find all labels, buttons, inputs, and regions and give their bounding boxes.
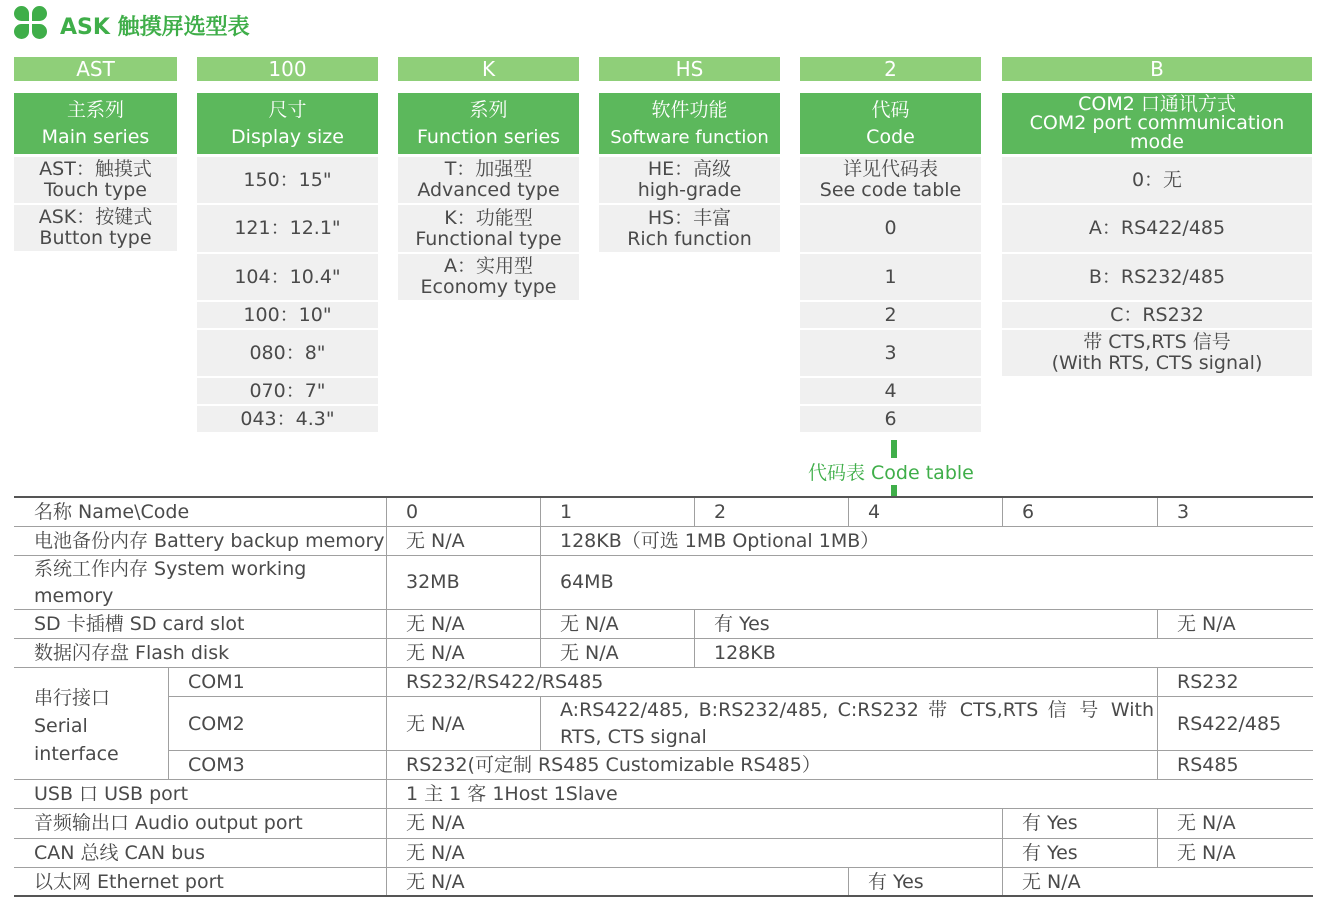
table-top-border (14, 496, 1313, 498)
col-divider (1157, 808, 1158, 867)
col-divider (168, 667, 169, 779)
col-divider (848, 498, 849, 526)
row-sdcard-3: 无 N/A (1177, 613, 1236, 635)
header-en: COM2 port communication (1029, 112, 1285, 134)
header-en: Display size (231, 125, 344, 148)
size-080: 080：8" (197, 330, 378, 376)
code-0: 0 (800, 205, 981, 252)
row-com2-label: COM2 (188, 713, 245, 735)
row-ethernet-4: 有 Yes (868, 871, 924, 893)
size-043: 043：4.3" (197, 406, 378, 432)
row-sysmem-label: 系统工作内存 System working memory (34, 558, 307, 607)
option-cn: HE：高级 (647, 158, 732, 180)
row-flash-label: 数据闪存盘 Flash disk (34, 642, 230, 664)
table-header-code-4: 4 (868, 501, 881, 523)
row-sdcard-0: 无 N/A (406, 613, 465, 635)
table-header-code-6: 6 (1022, 501, 1035, 523)
row-com2-main: A:RS422/485, B:RS232/485, C:RS232 带 CTS,RTS 信 号 With RTS, CTS signal (560, 699, 1154, 748)
option-cn: ASK：按键式 (38, 206, 153, 228)
page-title: ASK 触摸屏选型表 (60, 15, 250, 40)
option-cn: 带 CTS,RTS 信号 (1083, 331, 1231, 353)
size-100: 100：10" (197, 302, 378, 328)
row-ethernet-6-3: 无 N/A (1022, 871, 1081, 893)
option-en: high-grade (637, 179, 742, 201)
software-he (599, 157, 780, 203)
row-sdcard-label: SD 卡插槽 SD card slot (34, 613, 245, 635)
code-bar-function: K (398, 57, 579, 81)
function-t (398, 157, 579, 203)
col-divider (1157, 667, 1158, 779)
option-en: Functional type (415, 227, 562, 250)
row-sysmem-rest: 64MB (560, 571, 614, 593)
code-2: 2 (800, 302, 981, 328)
size-070: 070：7" (197, 378, 378, 404)
row-com3-main: RS232(可定制 RS485 Customizable RS485） (406, 754, 821, 776)
row-audio-6: 有 Yes (1022, 812, 1078, 834)
com2-0: 0：无 (1002, 157, 1312, 203)
code-bar-software: HS (599, 57, 780, 81)
col-divider (1002, 498, 1003, 526)
row-com2-0: 无 N/A (406, 713, 465, 735)
header-en: Main series (41, 125, 150, 148)
row-audio-0-4: 无 N/A (406, 812, 465, 834)
col-divider (694, 609, 695, 667)
code-4: 4 (800, 378, 981, 404)
table-bottom-border (14, 895, 1313, 897)
row-can-label: CAN 总线 CAN bus (34, 842, 206, 864)
header-en-2: mode (1130, 131, 1184, 153)
table-header-code-0: 0 (406, 501, 419, 523)
row-battery-0: 无 N/A (406, 530, 465, 552)
row-can-3: 无 N/A (1177, 842, 1236, 864)
header-en: Software function (610, 126, 769, 148)
com2-a: A：RS422/485 (1002, 205, 1312, 252)
code-3: 3 (800, 330, 981, 376)
header-function-series (398, 93, 579, 154)
row-audio-3: 无 N/A (1177, 812, 1236, 834)
header-cn: 尺寸 (268, 98, 307, 121)
row-battery-rest: 128KB（可选 1MB Optional 1MB） (560, 530, 880, 552)
table-header-name: 名称 Name\Code (34, 501, 190, 523)
code-1: 1 (800, 254, 981, 300)
row-com3-3: RS485 (1177, 754, 1239, 776)
code-see-table (800, 157, 981, 203)
table-header-code-2: 2 (714, 501, 727, 523)
code-bar-series: AST (14, 57, 177, 81)
col-divider (694, 498, 695, 526)
row-flash-0: 无 N/A (406, 642, 465, 664)
col-divider (540, 498, 541, 609)
row-divider (14, 667, 1313, 668)
header-com2-mode (1002, 93, 1312, 154)
option-en: Rich function (627, 227, 752, 250)
header-en: Function series (416, 125, 561, 148)
option-en: (With RTS, CTS signal) (1051, 352, 1263, 374)
option-cn: 详见代码表 (842, 158, 938, 180)
header-cn: 代码 (871, 98, 910, 121)
header-code (800, 93, 981, 154)
row-com1-3: RS232 (1177, 671, 1239, 693)
table-header-code-3: 3 (1177, 501, 1190, 523)
code-bar-code: 2 (800, 57, 981, 81)
table-header-code-1: 1 (560, 501, 573, 523)
option-en: Advanced type (417, 179, 560, 201)
col-divider (386, 498, 387, 895)
option-cn: AST：触摸式 (39, 158, 152, 180)
row-com1-main: RS232/RS422/RS485 (406, 671, 604, 693)
option-en: Button type (39, 227, 152, 249)
option-en: Touch type (43, 179, 147, 201)
clover-logo-icon (14, 6, 48, 40)
col-divider (540, 609, 541, 667)
col-divider (1002, 808, 1003, 895)
row-battery-label: 电池备份内存 Battery backup memory (34, 530, 385, 552)
row-ethernet-label: 以太网 Ethernet port (34, 871, 224, 893)
row-audio-label: 音频输出口 Audio output port (34, 812, 303, 834)
row-divider (14, 808, 1313, 809)
size-150: 150：15" (197, 157, 378, 203)
row-divider (14, 867, 1313, 868)
row-can-0-4: 无 N/A (406, 842, 465, 864)
header-cn: COM2 口通讯方式 (1078, 93, 1236, 115)
row-flash-rest: 128KB (714, 642, 776, 664)
col-divider (1157, 609, 1158, 638)
row-divider (14, 779, 1313, 780)
function-a (398, 254, 579, 300)
row-com3-label: COM3 (188, 754, 245, 776)
col-divider (1157, 498, 1158, 526)
com2-cts-rts (1002, 330, 1312, 376)
code-bar-size: 100 (197, 57, 378, 81)
code-table-label: 代码表 Code table (808, 458, 974, 485)
option-ask (14, 205, 177, 251)
row-usb-value: 1 主 1 客 1Host 1Slave (406, 783, 618, 805)
row-com2-3: RS422/485 (1177, 713, 1282, 735)
row-can-6: 有 Yes (1022, 842, 1078, 864)
size-121: 121：12.1" (197, 205, 378, 252)
row-com1-label: COM1 (188, 671, 245, 693)
function-k (398, 205, 579, 252)
row-sysmem-0: 32MB (406, 571, 460, 593)
header-display-size (197, 93, 378, 154)
option-cn: K：功能型 (444, 206, 533, 229)
code-bar-com2: B (1002, 57, 1312, 81)
header-cn: 主系列 (66, 98, 124, 121)
code-6: 6 (800, 406, 981, 432)
row-serial-label: 串行接口 Serial interface (34, 687, 119, 765)
com2-c: C：RS232 (1002, 302, 1312, 328)
option-ast (14, 157, 177, 203)
row-divider (14, 838, 1313, 839)
row-divider (14, 638, 1313, 639)
size-104: 104：10.4" (197, 254, 378, 300)
row-divider (14, 526, 1313, 527)
option-cn: T：加强型 (444, 158, 533, 180)
row-sdcard-2-6: 有 Yes (714, 613, 770, 635)
header-main-series (14, 93, 177, 154)
software-hs (599, 205, 780, 252)
row-ethernet-0-2: 无 N/A (406, 871, 465, 893)
row-sdcard-1: 无 N/A (560, 613, 619, 635)
header-software-function (599, 93, 780, 154)
row-usb-label: USB 口 USB port (34, 783, 189, 805)
option-en: See code table (819, 179, 962, 201)
col-divider (540, 696, 541, 750)
option-cn: HS：丰富 (647, 206, 732, 229)
row-flash-1: 无 N/A (560, 642, 619, 664)
option-cn: A：实用型 (444, 255, 533, 277)
col-divider (848, 867, 849, 895)
header-cn: 软件功能 (651, 98, 728, 121)
header-cn: 系列 (469, 98, 508, 121)
option-en: Economy type (420, 276, 557, 298)
header-en: Code (866, 125, 915, 148)
com2-b: B：RS232/485 (1002, 254, 1312, 300)
